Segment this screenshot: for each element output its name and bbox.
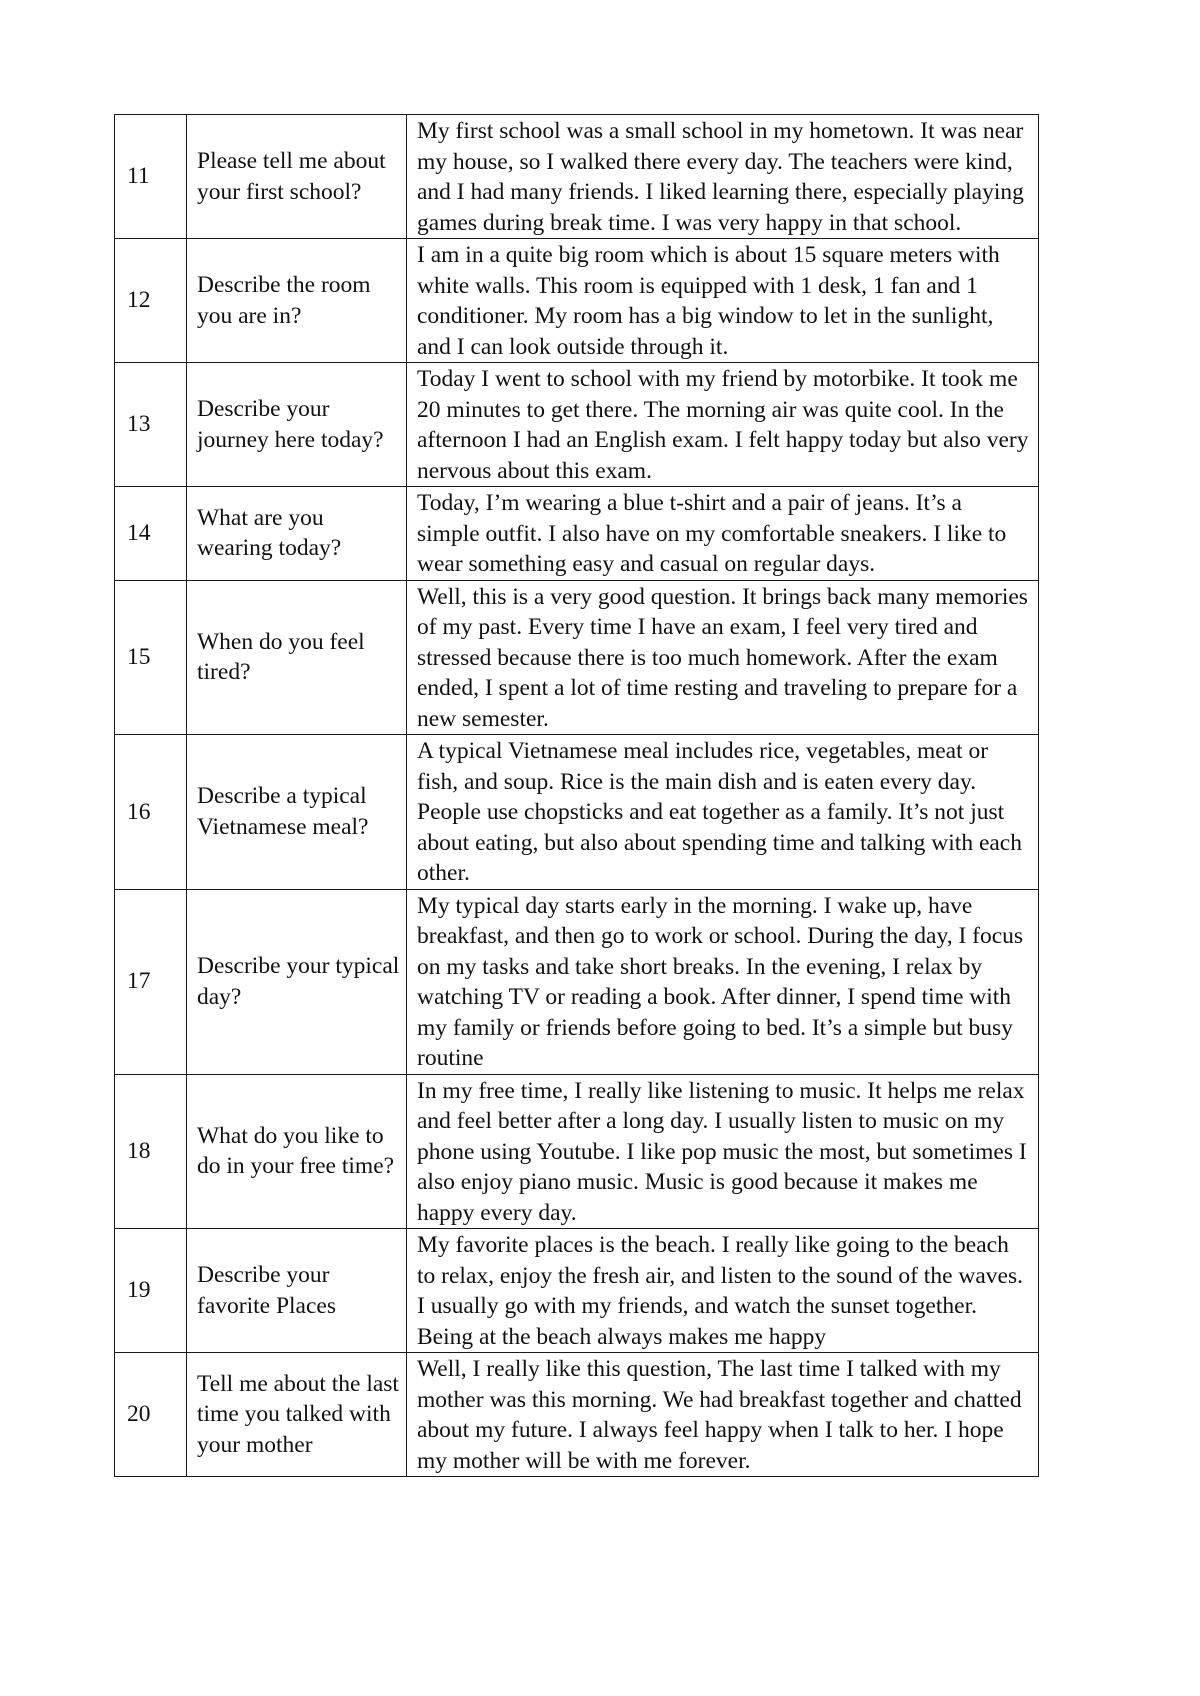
question-cell: Please tell me about your first school? <box>187 115 407 239</box>
table-row <box>115 363 1039 487</box>
table-row <box>115 1074 1039 1229</box>
table-row <box>115 889 1039 1074</box>
question-cell: What do you like to do in your free time? <box>187 1074 407 1229</box>
question-cell: Describe your typical day? <box>187 889 407 1074</box>
answer-cell: Well, this is a very good question. It brings back many memories of my past. Every time I have an exam, I feel very tired and stressed because there is too much homework. After the exam ended, I spent a lot of time resting and traveling to prepare for a new semester. <box>407 580 1039 735</box>
answer-cell: My favorite places is the beach. I really like going to the beach to relax, enjoy the fresh air, and listen to the sound of the waves. I usually go with my friends, and watch the sunset together. Being at the beach always makes me happy <box>407 1229 1039 1353</box>
answer-cell: Well, I really like this question, The last time I talked with my mother was this morning. We had breakfast together and chatted about my future. I always feel happy when I talk to her. I hope my mother will be with me forever. <box>407 1353 1039 1477</box>
row-number: 15 <box>115 580 187 735</box>
question-cell: Describe your favorite Places <box>187 1229 407 1353</box>
row-number: 14 <box>115 487 187 581</box>
table-row <box>115 115 1039 239</box>
answer-cell: I am in a quite big room which is about 15 square meters with white walls. This room is equipped with 1 desk, 1 fan and 1 conditioner. My room has a big window to let in the sunlight, and I can look outside through it. <box>407 239 1039 363</box>
question-cell: Describe your journey here today? <box>187 363 407 487</box>
row-number: 16 <box>115 735 187 890</box>
answer-cell: Today, I’m wearing a blue t-shirt and a pair of jeans. It’s a simple outfit. I also have on my comfortable sneakers. I like to wear something easy and casual on regular days. <box>407 487 1039 581</box>
question-cell: Tell me about the last time you talked with your mother <box>187 1353 407 1477</box>
table-row <box>115 1353 1039 1477</box>
row-number: 17 <box>115 889 187 1074</box>
row-number: 18 <box>115 1074 187 1229</box>
answer-cell: A typical Vietnamese meal includes rice, vegetables, meat or fish, and soup. Rice is the main dish and is eaten every day. People use chopsticks and eat together as a family. It’s not just about eating, but also about spending time and talking with each other. <box>407 735 1039 890</box>
answer-cell: My typical day starts early in the morning. I wake up, have breakfast, and then go to work or school. During the day, I focus on my tasks and take short breaks. In the evening, I relax by watching TV or reading a book. After dinner, I spend time with my family or friends before going to bed. It’s a simple but busy routine <box>407 889 1039 1074</box>
row-number: 11 <box>115 115 187 239</box>
qa-table <box>114 114 1039 1477</box>
answer-cell: Today I went to school with my friend by motorbike. It took me 20 minutes to get there. The morning air was quite cool. In the afternoon I had an English exam. I felt happy today but also very nervous about this exam. <box>407 363 1039 487</box>
row-number: 19 <box>115 1229 187 1353</box>
row-number: 12 <box>115 239 187 363</box>
answer-cell: My first school was a small school in my hometown. It was near my house, so I walked there every day. The teachers were kind, and I had many friends. I liked learning there, especially playing games during break time. I was very happy in that school. <box>407 115 1039 239</box>
row-number: 13 <box>115 363 187 487</box>
question-cell: What are you wearing today? <box>187 487 407 581</box>
table-row <box>115 239 1039 363</box>
table-row <box>115 487 1039 581</box>
table-row <box>115 580 1039 735</box>
answer-cell: In my free time, I really like listening to music. It helps me relax and feel better after a long day. I usually listen to music on my phone using Youtube. I like pop music the most, but sometimes I also enjoy piano music. Music is good because it makes me happy every day. <box>407 1074 1039 1229</box>
question-cell: Describe the room you are in? <box>187 239 407 363</box>
question-cell: When do you feel tired? <box>187 580 407 735</box>
question-cell: Describe a typical Vietnamese meal? <box>187 735 407 890</box>
table-row <box>115 1229 1039 1353</box>
row-number: 20 <box>115 1353 187 1477</box>
table-row <box>115 735 1039 890</box>
